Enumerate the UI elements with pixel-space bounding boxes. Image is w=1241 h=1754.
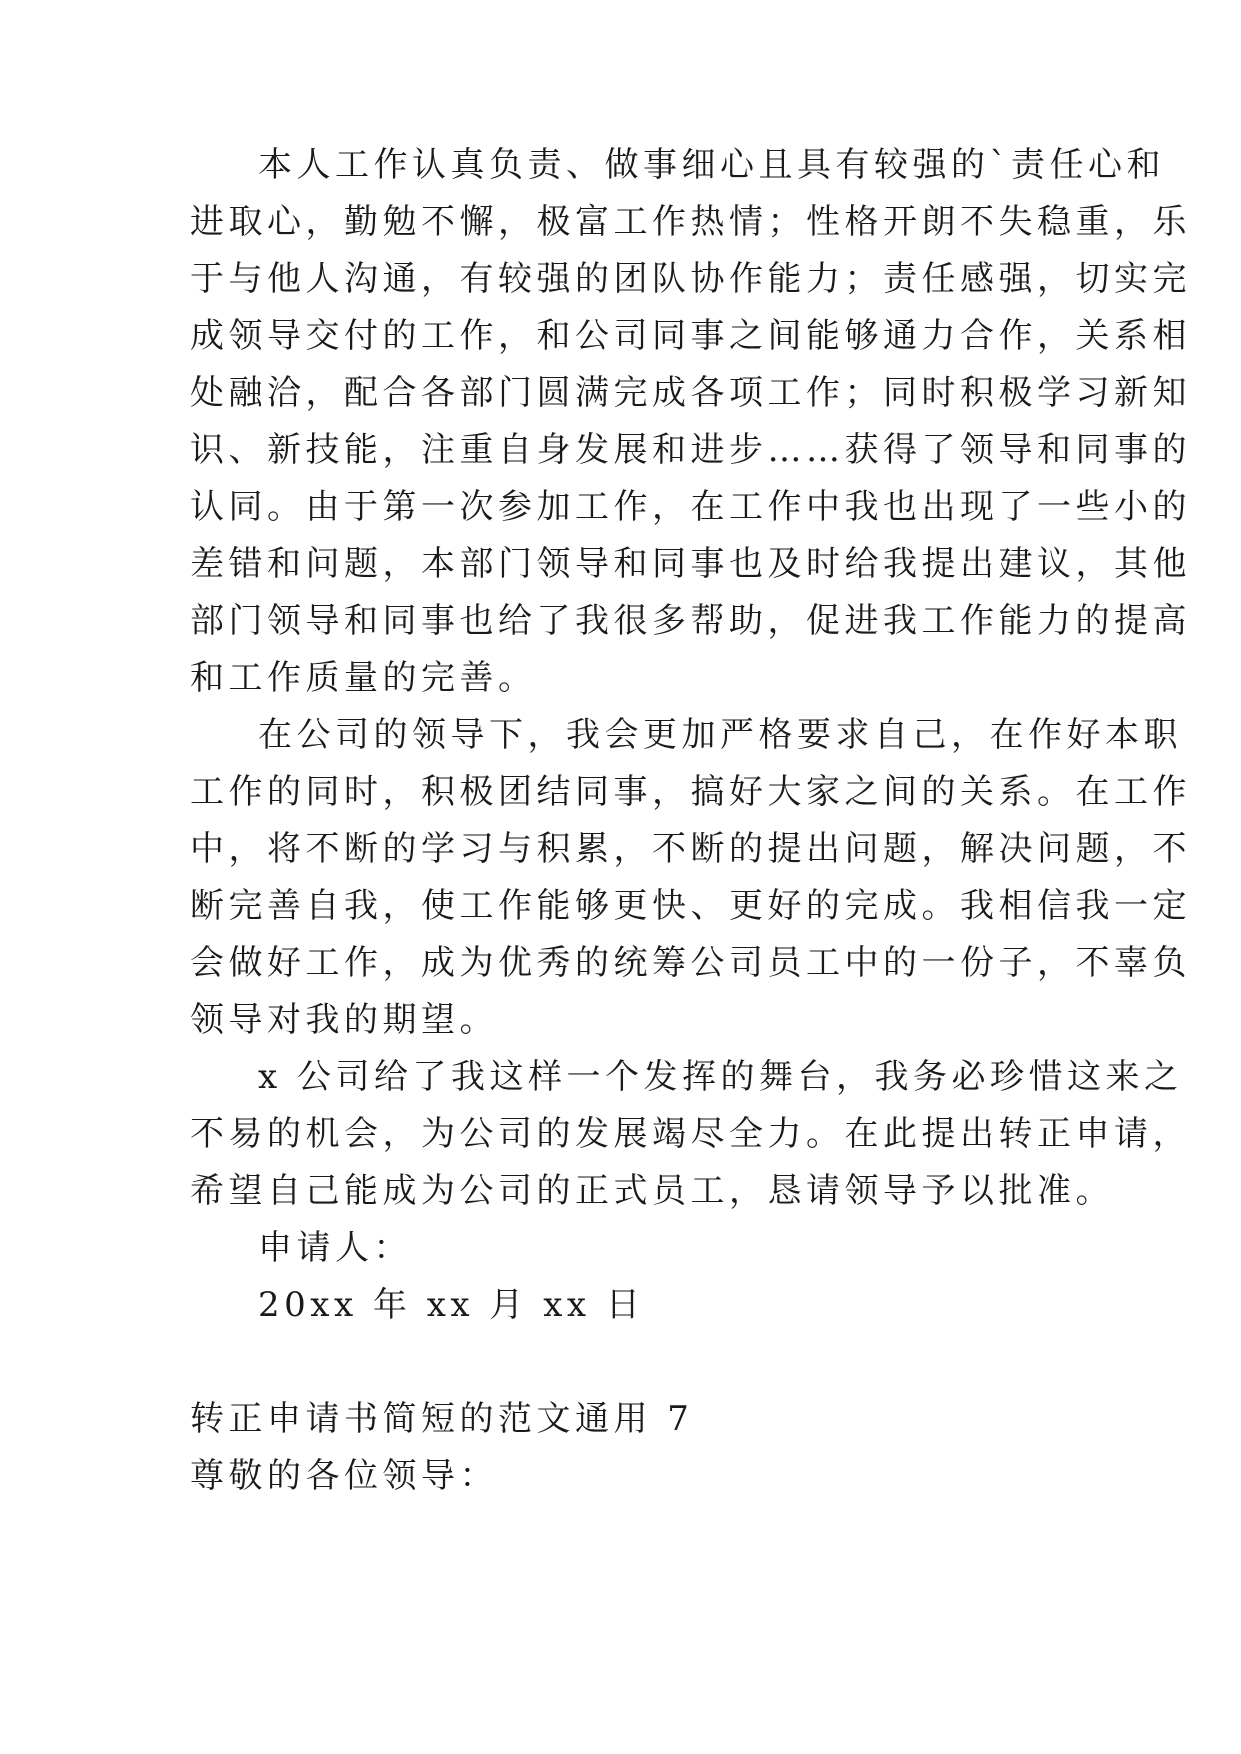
paragraph-1-line: 部门领导和同事也给了我很多帮助，促进我工作能力的提高: [190, 601, 1191, 641]
paragraph-1-line: 差错和问题，本部门领导和同事也及时给我提出建议，其他: [190, 544, 1191, 584]
paragraph-3-line: 希望自己能成为公司的正式员工，恳请领导予以批准。: [190, 1171, 1114, 1211]
paragraph-3-line: x 公司给了我这样一个发挥的舞台，我务必珍惜这来之: [258, 1057, 1183, 1097]
paragraph-2-line: 断完善自我，使工作能够更快、更好的完成。我相信我一定: [190, 886, 1191, 926]
paragraph-2-line: 领导对我的期望。: [190, 1000, 498, 1040]
paragraph-1-line: 认同。由于第一次参加工作，在工作中我也出现了一些小的: [190, 487, 1191, 527]
applicant-label: 申请人：: [258, 1228, 412, 1268]
paragraph-2-line: 工作的同时，积极团结同事，搞好大家之间的关系。在工作: [190, 772, 1191, 812]
paragraph-2-line: 会做好工作，成为优秀的统筹公司员工中的一份子，不辜负: [190, 943, 1191, 983]
paragraph-1-line: 识、新技能，注重自身发展和进步……获得了领导和同事的: [190, 430, 1191, 470]
paragraph-1-line: 处融洽，配合各部门圆满完成各项工作；同时积极学习新知: [190, 373, 1191, 413]
paragraph-2-line: 中，将不断的学习与积累，不断的提出问题，解决问题，不: [190, 829, 1191, 869]
paragraph-1-line: 成领导交付的工作，和公司同事之间能够通力合作，关系相: [190, 316, 1191, 356]
paragraph-3-line: 不易的机会，为公司的发展竭尽全力。在此提出转正申请，: [190, 1114, 1191, 1154]
date-line: 20xx 年 xx 月 xx 日: [258, 1285, 645, 1325]
paragraph-1-line: 本人工作认真负责、做事细心且具有较强的`责任心和: [258, 145, 1165, 185]
paragraph-2-line: 在公司的领导下，我会更加严格要求自己，在作好本职: [258, 715, 1182, 755]
paragraph-1-line: 于与他人沟通，有较强的团队协作能力；责任感强，切实完: [190, 259, 1191, 299]
section-title: 转正申请书简短的范文通用 7: [190, 1399, 694, 1439]
paragraph-1-line: 和工作质量的完善。: [190, 658, 537, 698]
paragraph-1-line: 进取心，勤勉不懈，极富工作热情；性格开朗不失稳重，乐: [190, 202, 1191, 242]
salutation: 尊敬的各位领导：: [190, 1456, 498, 1496]
